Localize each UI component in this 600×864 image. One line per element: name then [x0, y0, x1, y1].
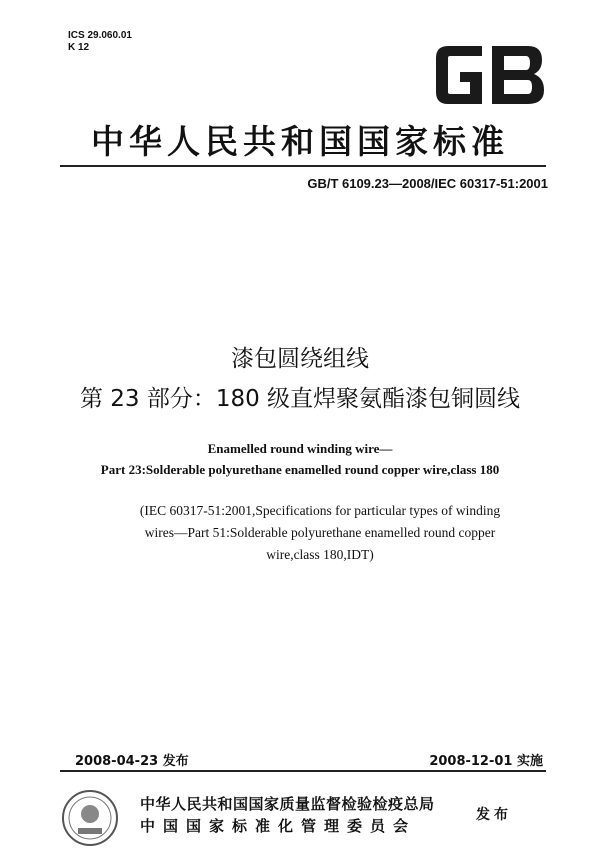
title-divider — [60, 165, 546, 167]
official-seal-icon — [60, 788, 120, 848]
gb-logo — [430, 40, 550, 110]
publish-date: 2008-04-23 发布 — [75, 754, 189, 769]
issuer-line2: 中国国家标准化管理委员会 — [140, 817, 417, 835]
iec-note-line1: (IEC 60317-51:2001,Specifications for particular types of winding — [139, 503, 501, 518]
chinese-title-line1: 漆包圆绕组线 — [231, 346, 369, 372]
iec-equivalence-note — [100, 500, 540, 566]
english-title-line1: Enamelled round winding wire— — [207, 441, 393, 456]
implement-date: 2008-12-01 实施 — [429, 754, 543, 769]
standard-title: 中华人民共和国国家标准 — [91, 122, 509, 161]
standard-code: GB/T 6109.23—2008/IEC 60317-51:2001 — [307, 176, 548, 191]
ics-number: ICS 29.060.01 — [68, 30, 132, 41]
chinese-title-line2: 第 23 部分：180 级直焊聚氨酯漆包铜圆线 — [79, 386, 521, 412]
iec-note-line2: wires—Part 51:Solderable polyurethane enamelled round copper — [144, 525, 496, 540]
issue-label: 发布 — [476, 807, 512, 823]
ics-block — [68, 30, 132, 54]
classification-code: K 12 — [68, 42, 90, 53]
issuer-line1: 中华人民共和国国家质量监督检验检疫总局 — [140, 795, 435, 813]
english-title-line2: Part 23:Solderable polyurethane enamelled round copper wire,class 180 — [100, 462, 500, 477]
english-title — [0, 438, 600, 480]
gb-logo-text: GB — [430, 40, 432, 41]
bottom-divider — [60, 770, 546, 772]
iec-note-line3: wire,class 180,IDT) — [266, 547, 374, 562]
